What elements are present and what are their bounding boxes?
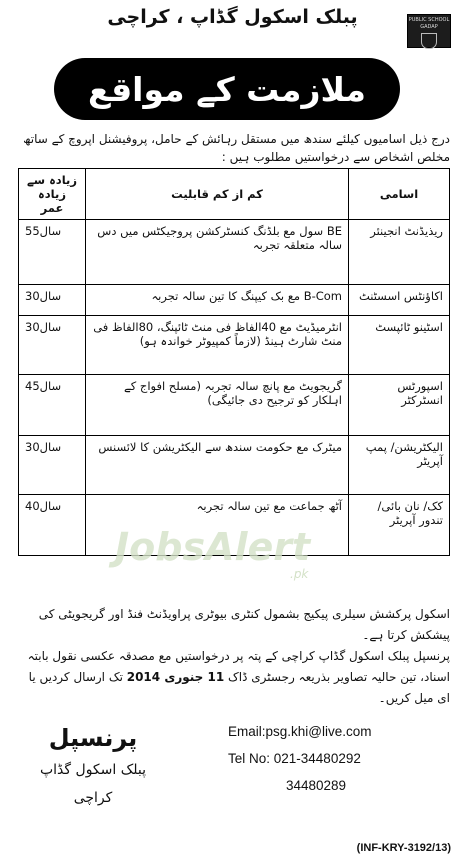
- age-cell: 55سال: [19, 220, 86, 285]
- banner-heading: ملازمت کے مواقع: [54, 58, 400, 120]
- school-logo: [407, 14, 451, 48]
- post-cell: کک/ نان بائی/ تندور آپریٹر: [349, 495, 450, 556]
- signature-school: پبلک اسکول گڈاپ: [39, 762, 147, 778]
- signature-title: پرنسپل: [48, 724, 138, 752]
- age-cell: 30سال: [19, 316, 86, 375]
- footer-line-2-text: پرنسپل پبلک اسکول گڈاپ کراچی کے پتہ پر درخواستیں مع مصدقہ عکسی نقول بابتہ اسناد، تین حالیہ تصاویر بذریعہ رجسٹری ڈاک: [27, 649, 450, 684]
- phone-text-2: 34480289: [286, 778, 347, 793]
- watermark: JobsAlert: [115, 525, 311, 569]
- header-age: زیادہ سے زیادہ عمر: [19, 169, 86, 220]
- qualification-cell: میٹرک مع حکومت سندھ سے الیکٹریشن کا لائسنس: [86, 436, 349, 495]
- qualification-cell: انٹرمیڈیٹ مع 40الفاظ فی منٹ ٹائپنگ، 80الفاظ فی منٹ شارٹ ہینڈ (لازماً کمپیوٹر خواندہ ہو): [86, 316, 349, 375]
- footer-line-2: [18, 646, 450, 709]
- email-text[interactable]: Email:psg.khi@live.com: [228, 724, 372, 739]
- table-row: [19, 285, 450, 316]
- qualification-cell: آٹھ جماعت مع تین سالہ تجربہ: [86, 495, 349, 556]
- footer-line-3-text: تک ارسال کردیں یا ای میل کریں۔: [28, 670, 450, 705]
- age-cell: 30سال: [19, 285, 86, 316]
- qualification-cell: B-Com مع بک کیپنگ کا تین سالہ تجربہ: [86, 285, 349, 316]
- vacancies-table: [18, 168, 450, 556]
- shield-icon: [421, 33, 437, 49]
- table-row: [19, 375, 450, 436]
- table-row: [19, 436, 450, 495]
- signature-block: [38, 724, 148, 806]
- watermark-suffix: .pk: [290, 567, 309, 581]
- age-cell: 45سال: [19, 375, 86, 436]
- post-cell: ریذیڈنٹ انجینئر: [349, 220, 450, 285]
- contact-block: [228, 718, 438, 799]
- page-title: پبلک اسکول گڈاپ ، کراچی: [107, 6, 358, 28]
- table-header-row: [19, 169, 450, 220]
- table-row: [19, 316, 450, 375]
- intro-paragraph: درج ذیل اسامیوں کیلئے سندھ میں مستقل رہائش کے حامل، پروفیشنل اپروچ کے ساتھ مخلص اشخاص سے درخواستیں مطلوب ہیں :: [23, 132, 450, 164]
- footer-paragraph: [18, 604, 450, 709]
- qualification-cell: BE سول مع بلڈنگ کنسٹرکشن پروجیکٹس میں دس سالہ متعلقہ تجربہ: [86, 220, 349, 285]
- header-qualification: کم از کم قابلیت: [86, 169, 349, 220]
- footer-line-1: اسکول پرکشش سیلری پیکیج بشمول کنٹری بیوٹری پراویڈنٹ فنڈ اور گریجویٹی کی پیشکش کرتا ہے۔: [38, 607, 450, 642]
- reference-code: (INF-KRY-3192/13): [356, 842, 451, 854]
- deadline-date: 11 جنوری 2014: [126, 670, 225, 684]
- post-cell: اکاؤنٹس اسسٹنٹ: [349, 285, 450, 316]
- table-row: [19, 220, 450, 285]
- phone-text: Tel No: 021-34480292: [228, 751, 361, 766]
- post-cell: الیکٹریشن/ پمپ آپریٹر: [349, 436, 450, 495]
- signature-city: کراچی: [73, 790, 113, 806]
- age-cell: 30سال: [19, 436, 86, 495]
- logo-text: PUBLIC SCHOOL GADAP: [408, 17, 450, 30]
- table-row: [19, 495, 450, 556]
- post-cell: اسپورٹس انسٹرکٹر: [349, 375, 450, 436]
- age-cell: 40سال: [19, 495, 86, 556]
- qualification-cell: گریجویٹ مع پانچ سالہ تجربہ (مسلح افواج کے اہلکار کو ترجیح دی جائیگی): [86, 375, 349, 436]
- post-cell: اسٹینو ٹائپسٹ: [349, 316, 450, 375]
- header-post: اسامی: [349, 169, 450, 220]
